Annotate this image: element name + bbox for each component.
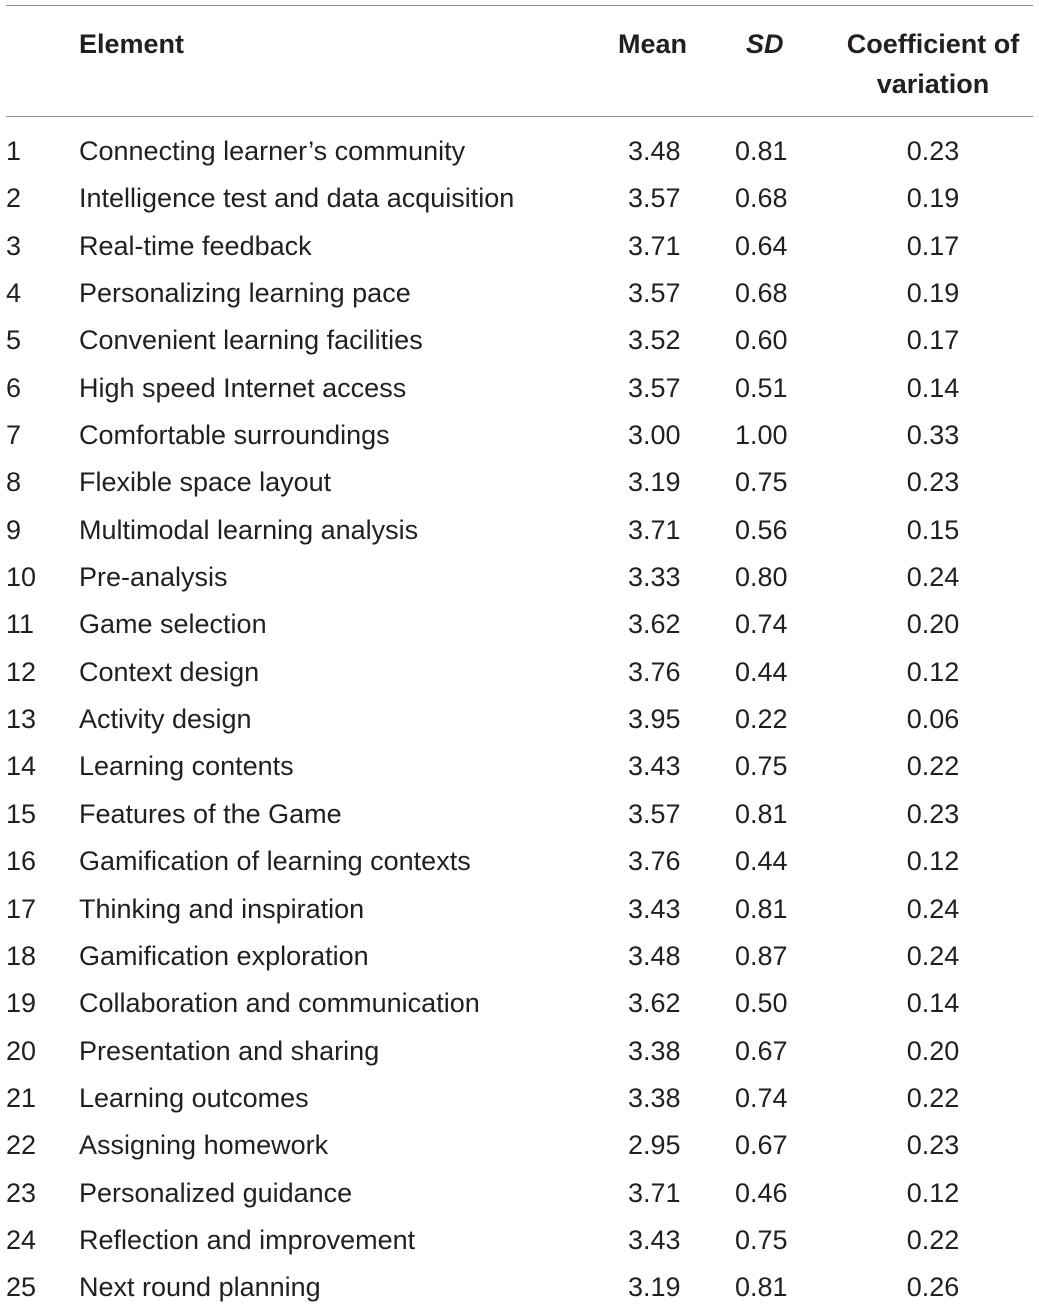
row-element: Thinking and inspiration <box>79 893 365 924</box>
row-number: 8 <box>6 467 22 498</box>
header-element: Element <box>79 29 185 59</box>
row-mean: 3.76 <box>628 656 681 687</box>
row-sd: 0.46 <box>735 1177 788 1208</box>
table-row <box>6 507 1033 554</box>
row-coefficient-of-variation: 0.24 <box>906 893 960 924</box>
row-mean: 3.57 <box>628 278 681 309</box>
row-number: 16 <box>6 846 37 877</box>
row-sd: 0.74 <box>735 1082 788 1113</box>
row-mean: 3.48 <box>628 940 681 971</box>
row-number: 3 <box>6 230 22 261</box>
row-coefficient-of-variation: 0.26 <box>906 1272 960 1303</box>
table-row <box>6 175 1033 222</box>
row-mean: 3.33 <box>628 562 681 593</box>
row-number: 14 <box>6 751 37 782</box>
row-coefficient-of-variation: 0.23 <box>906 798 960 829</box>
statistics-table <box>6 5 1033 1312</box>
row-coefficient-of-variation: 0.22 <box>906 751 960 782</box>
row-element: Features of the Game <box>79 798 342 829</box>
row-element: Reflection and improvement <box>79 1224 416 1255</box>
row-coefficient-of-variation: 0.20 <box>906 1035 960 1066</box>
row-mean: 3.00 <box>628 420 681 451</box>
row-mean: 3.71 <box>628 1177 681 1208</box>
table-row <box>6 459 1033 506</box>
row-coefficient-of-variation: 0.33 <box>906 420 960 451</box>
row-number: 7 <box>6 420 22 451</box>
row-number: 13 <box>6 704 37 735</box>
row-coefficient-of-variation: 0.22 <box>906 1082 960 1113</box>
row-coefficient-of-variation: 0.17 <box>906 230 960 261</box>
row-sd: 0.81 <box>735 798 788 829</box>
row-mean: 3.19 <box>628 1272 681 1303</box>
row-element: Pre-analysis <box>79 562 228 593</box>
row-mean: 3.43 <box>628 1224 681 1255</box>
header-cv-line2: variation <box>876 69 990 99</box>
row-element: Presentation and sharing <box>79 1035 380 1066</box>
row-sd: 0.75 <box>735 467 788 498</box>
row-mean: 3.38 <box>628 1035 681 1066</box>
row-number: 12 <box>6 656 37 687</box>
table-row <box>6 649 1033 696</box>
row-number: 21 <box>6 1082 37 1113</box>
row-coefficient-of-variation: 0.15 <box>906 514 960 545</box>
row-sd: 0.74 <box>735 609 788 640</box>
row-element: Convenient learning facilities <box>79 325 423 356</box>
row-number: 19 <box>6 988 37 1019</box>
table-row <box>6 128 1033 175</box>
row-coefficient-of-variation: 0.19 <box>906 183 960 214</box>
table-row <box>6 365 1033 412</box>
row-element: Learning contents <box>79 751 294 782</box>
row-number: 9 <box>6 514 22 545</box>
row-element: Personalizing learning pace <box>79 278 411 309</box>
row-coefficient-of-variation: 0.12 <box>906 1177 960 1208</box>
row-element: Assigning homework <box>79 1130 329 1161</box>
row-number: 22 <box>6 1130 37 1161</box>
row-mean: 3.57 <box>628 372 681 403</box>
row-element: Multimodal learning analysis <box>79 514 419 545</box>
table-row <box>6 886 1033 933</box>
header-cv-line1: Coefficient of <box>846 29 1020 59</box>
row-mean: 3.48 <box>628 136 681 166</box>
row-mean: 3.57 <box>628 798 681 829</box>
row-number: 25 <box>6 1272 37 1303</box>
row-coefficient-of-variation: 0.06 <box>906 704 960 735</box>
row-number: 18 <box>6 940 37 971</box>
row-number: 5 <box>6 325 22 356</box>
row-coefficient-of-variation: 0.24 <box>906 940 960 971</box>
table-row <box>6 696 1033 743</box>
row-sd: 0.87 <box>735 940 788 971</box>
row-mean: 3.71 <box>628 514 681 545</box>
row-coefficient-of-variation: 0.20 <box>906 609 960 640</box>
row-sd: 0.50 <box>735 988 788 1019</box>
table-row <box>6 980 1033 1027</box>
row-element: Connecting learner’s community <box>79 136 466 166</box>
row-number: 2 <box>6 183 22 214</box>
table-row <box>6 1122 1033 1169</box>
row-number: 23 <box>6 1177 37 1208</box>
row-sd: 0.56 <box>735 514 788 545</box>
row-element: Collaboration and communication <box>79 988 480 1019</box>
header-coefficient-of-variation <box>830 24 1036 104</box>
row-number: 4 <box>6 278 22 309</box>
row-sd: 0.81 <box>735 1272 788 1303</box>
row-number: 6 <box>6 372 22 403</box>
row-sd: 0.22 <box>735 704 788 735</box>
row-sd: 0.80 <box>735 562 788 593</box>
row-sd: 0.81 <box>735 136 788 166</box>
row-coefficient-of-variation: 0.17 <box>906 325 960 356</box>
row-mean: 3.76 <box>628 846 681 877</box>
row-number: 15 <box>6 798 37 829</box>
row-sd: 0.68 <box>735 183 788 214</box>
row-number: 20 <box>6 1035 37 1066</box>
row-sd: 0.64 <box>735 230 788 261</box>
row-coefficient-of-variation: 0.19 <box>906 278 960 309</box>
row-element: Flexible space layout <box>79 467 332 498</box>
row-element: Intelligence test and data acquisition <box>79 183 515 214</box>
row-number: 24 <box>6 1224 37 1255</box>
table-row <box>6 317 1033 364</box>
row-sd: 0.68 <box>735 278 788 309</box>
row-sd: 0.67 <box>735 1130 788 1161</box>
table-row <box>6 1028 1033 1075</box>
row-sd: 0.60 <box>735 325 788 356</box>
row-coefficient-of-variation: 0.23 <box>906 1130 960 1161</box>
table-header <box>6 6 1033 116</box>
header-mean: Mean <box>618 29 688 59</box>
row-mean: 3.62 <box>628 609 681 640</box>
table-row <box>6 791 1033 838</box>
table-row <box>6 554 1033 601</box>
row-mean: 3.57 <box>628 183 681 214</box>
row-element: Learning outcomes <box>79 1082 309 1113</box>
row-mean: 3.43 <box>628 751 681 782</box>
header-sd: SD <box>746 29 784 59</box>
row-element: Game selection <box>79 609 267 640</box>
row-element: Gamification exploration <box>79 940 369 971</box>
row-sd: 1.00 <box>735 420 788 451</box>
row-element: Real-time feedback <box>79 230 312 261</box>
row-element: Personalized guidance <box>79 1177 353 1208</box>
row-coefficient-of-variation: 0.24 <box>906 562 960 593</box>
row-mean: 3.19 <box>628 467 681 498</box>
row-element: Comfortable surroundings <box>79 420 390 451</box>
table-row <box>6 223 1033 270</box>
row-mean: 3.43 <box>628 893 681 924</box>
table-row <box>6 270 1033 317</box>
table-row <box>6 838 1033 885</box>
row-coefficient-of-variation: 0.14 <box>906 988 960 1019</box>
table-row <box>6 743 1033 790</box>
row-coefficient-of-variation: 0.14 <box>906 372 960 403</box>
table-row <box>6 412 1033 459</box>
row-element: Gamification of learning contexts <box>79 846 471 877</box>
table-row <box>6 1075 1033 1122</box>
row-sd: 0.67 <box>735 1035 788 1066</box>
row-coefficient-of-variation: 0.23 <box>906 467 960 498</box>
row-element: Next round planning <box>79 1272 321 1303</box>
row-mean: 3.95 <box>628 704 681 735</box>
table-row <box>6 933 1033 980</box>
row-number: 11 <box>6 609 35 640</box>
table-body <box>6 117 1033 1312</box>
row-coefficient-of-variation: 0.22 <box>906 1224 960 1255</box>
row-mean: 3.71 <box>628 230 681 261</box>
row-mean: 3.62 <box>628 988 681 1019</box>
row-coefficient-of-variation: 0.12 <box>906 846 960 877</box>
row-sd: 0.51 <box>735 372 788 403</box>
row-coefficient-of-variation: 0.23 <box>906 136 960 166</box>
row-sd: 0.81 <box>735 893 788 924</box>
row-element: Activity design <box>79 704 252 735</box>
row-element: High speed Internet access <box>79 372 407 403</box>
row-number: 17 <box>6 893 37 924</box>
row-coefficient-of-variation: 0.12 <box>906 656 960 687</box>
row-sd: 0.75 <box>735 751 788 782</box>
table-row <box>6 1217 1033 1264</box>
row-mean: 2.95 <box>628 1130 681 1161</box>
row-sd: 0.44 <box>735 656 788 687</box>
row-mean: 3.38 <box>628 1082 681 1113</box>
row-mean: 3.52 <box>628 325 681 356</box>
row-element: Context design <box>79 656 260 687</box>
table-row <box>6 601 1033 648</box>
row-sd: 0.44 <box>735 846 788 877</box>
table-row <box>6 1170 1033 1217</box>
row-number: 10 <box>6 562 37 593</box>
row-number: 1 <box>6 136 22 166</box>
table-row <box>6 1264 1033 1311</box>
row-sd: 0.75 <box>735 1224 788 1255</box>
